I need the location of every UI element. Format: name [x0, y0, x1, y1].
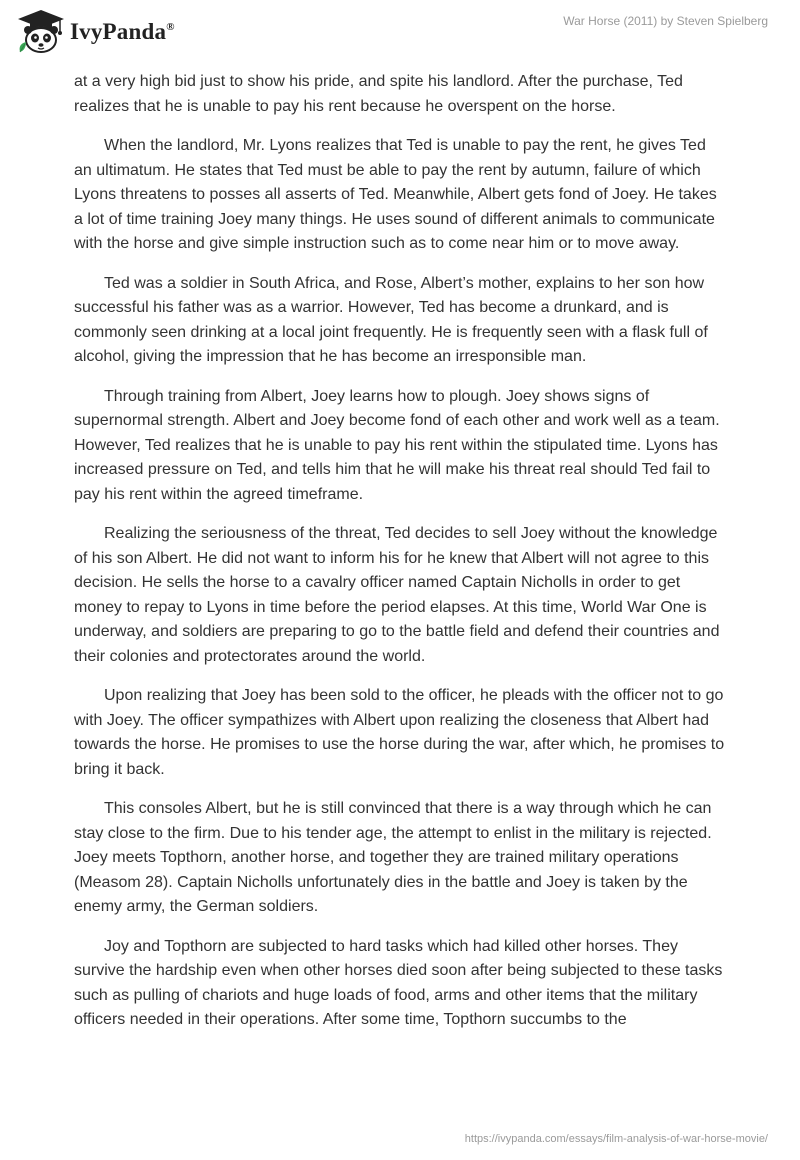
- brand-name: [70, 19, 175, 45]
- document-title: War Horse (2011) by Steven Spielberg: [563, 14, 768, 28]
- page-header: [0, 0, 800, 66]
- paragraph: Upon realizing that Joey has been sold to the officer, he pleads with the officer not to go with Joey. The officer sympathizes with Albert upon realizing the closeness that Albert had towards the horse. He promises to use the horse during the war, after which, he promises to bring it back.: [74, 687, 725, 778]
- paragraph: Through training from Albert, Joey learns how to plough. Joey shows signs of supernormal strength. Albert and Joey become fond of each other and work well as a team. However, Ted realizes that he is unable to pay his rent within the stipulated time. Lyons has increased pressure on Ted, and tells him that he will make his threat real should Ted fail to pay his rent within the agreed timeframe.: [74, 387, 720, 503]
- panda-graduate-icon: [16, 8, 66, 56]
- essay-body: [74, 70, 726, 1048]
- paragraph: Joy and Topthorn are subjected to hard tasks which had killed other horses. They survive the hardship even when other horses died soon after being subjected to these tasks such as pulling of chariots and huge loads of food, arms and other items that the military officers needed in their operations. After some time, Topthorn succumbs to the: [74, 937, 723, 1028]
- registered-mark: ®: [166, 21, 175, 33]
- paragraph: Ted was a soldier in South Africa, and Rose, Albert’s mother, explains to her son how successful his father was as a warrior. However, Ted has become a drunkard, and is commonly seen drinking at a local joint frequently. He is frequently seen with a flask full of alcohol, giving the impression that he has become an irresponsible man.: [74, 274, 708, 365]
- paragraph: This consoles Albert, but he is still convinced that there is a way through which he can stay close to the firm. Due to his tender age, the attempt to enlist in the military is rejected. Joey meets Topthorn, another horse, and together they are trained military operations (Measom 28). Captain Nicholls unfortunately dies in the battle and Joey is taken by the enemy army, the German soldiers.: [74, 800, 712, 915]
- source-url[interactable]: https://ivypanda.com/essays/film-analysis-of-war-horse-movie/: [464, 1133, 768, 1145]
- paragraph: Realizing the seriousness of the threat, Ted decides to sell Joey without the knowledge of his son Albert. He did not want to inform his for he knew that Albert will not agree to this decision. He sells the horse to a cavalry officer named Captain Nicholls in order to get money to repay to Lyons in time before the period elapses. At this time, World War One is underway, and soldiers are preparing to go to the battle field and defend their countries and their colonies and protectorates around the world.: [74, 525, 720, 665]
- ivypanda-logo[interactable]: [16, 8, 175, 56]
- paragraph: at a very high bid just to show his pride, and spite his landlord. After the purchase, Ted realizes that he is unable to pay his rent because he overspent on the horse.: [74, 73, 683, 115]
- paragraph: When the landlord, Mr. Lyons realizes that Ted is unable to pay the rent, he gives Ted an ultimatum. He states that Ted must be able to pay the rent by autumn, failure of which Lyons threatens to posses all asserts of Ted. Meanwhile, Albert gets fond of Joey. He takes a lot of time training Joey many things. He uses sound of different animals to communicate with the horse and give simple instruction such as to come near him or to move away.: [74, 137, 717, 252]
- brand-text: IvyPanda: [70, 19, 167, 44]
